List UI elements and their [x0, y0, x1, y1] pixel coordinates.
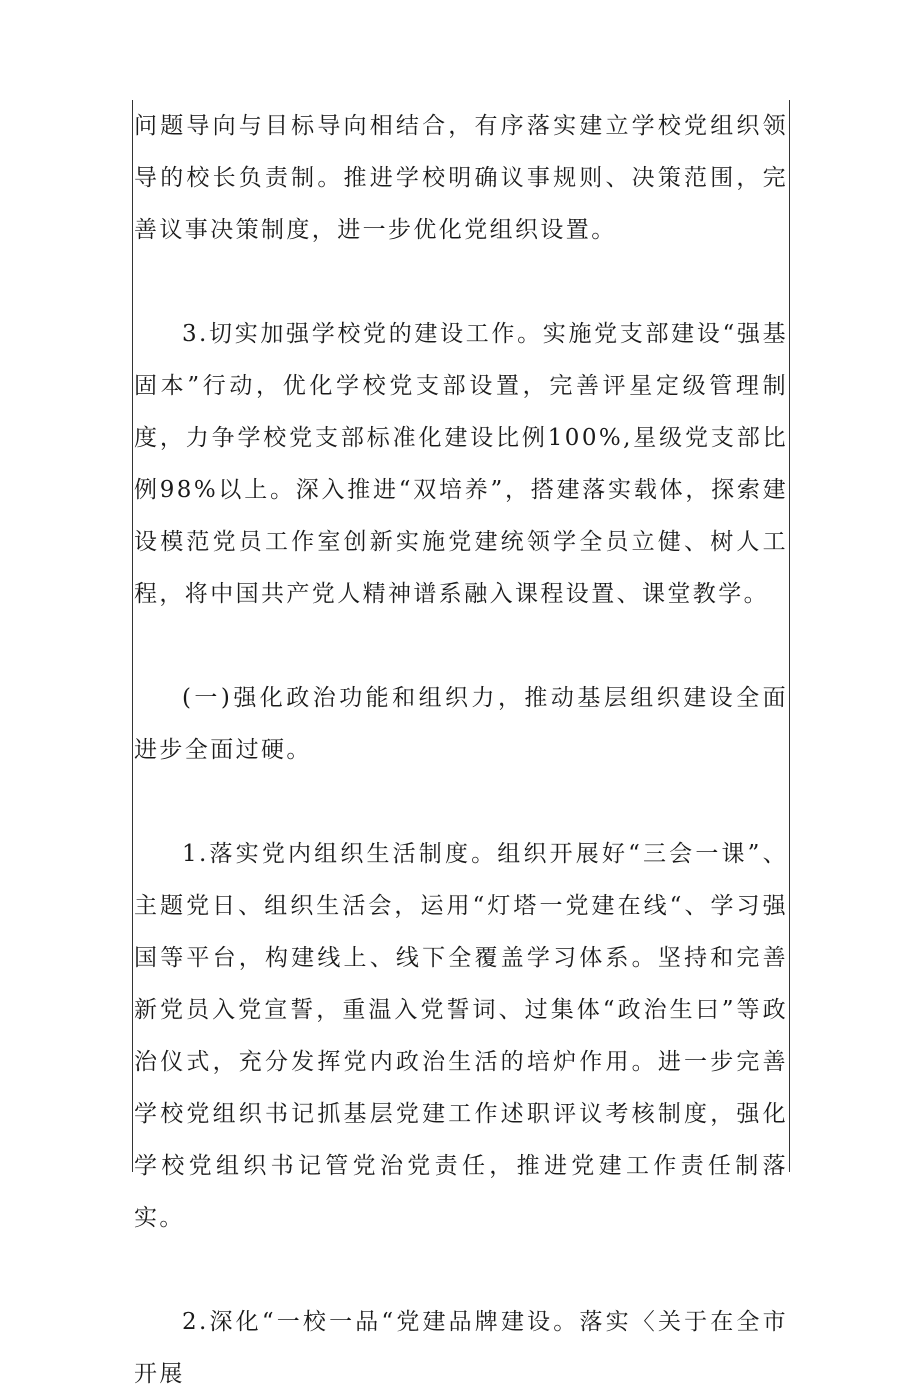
- paragraph-continuation: 问题导向与目标导向相结合，有序落实建立学校党组织领导的校长负责制。推进学校明确议事规则、决策范围，完善议事决策制度，进一步优化党组织设置。: [134, 113, 788, 243]
- paragraph-organization-life: 1.落实党内组织生活制度。组织开展好“三会一课”、主题党日、组织生活会，运用“灯塔一党建在线“、学习强国等平台，构建线上、线下全覆盖学习体系。坚持和完善新党员入党宣誓，重温入党誓词、过集体“政治生曰”等政治仪式，充分发挥党内政治生活的培炉作用。进一步完善学校党组织书记抓基层党建工作述职评议考核制度，强化学校党组织书记管党治党责任，推进党建工作责任制落实。: [134, 841, 788, 1231]
- section-heading: (一)强化政治功能和组织力，推动基层组织建设全面进步全面过硬。: [134, 685, 788, 763]
- document-body: [134, 100, 788, 1400]
- paragraph-party-building: 3.切实加强学校党的建设工作。实施党支部建设“强基固本”行动，优化学校党支部设置，完善评星定级管理制度，力争学校党支部标准化建设比例100%,星级党支部比例98%以上。深入推进“双培养”，搭建落实载体，探索建设模范党员工作室创新实施党建统领学全员立健、树人工程，将中国共产党人精神谱系融入课程设置、课堂教学。: [134, 321, 788, 607]
- paragraph-brand-building: 2.深化“一校一品“党建品牌建设。落实〈关于在全市开展: [134, 1309, 788, 1387]
